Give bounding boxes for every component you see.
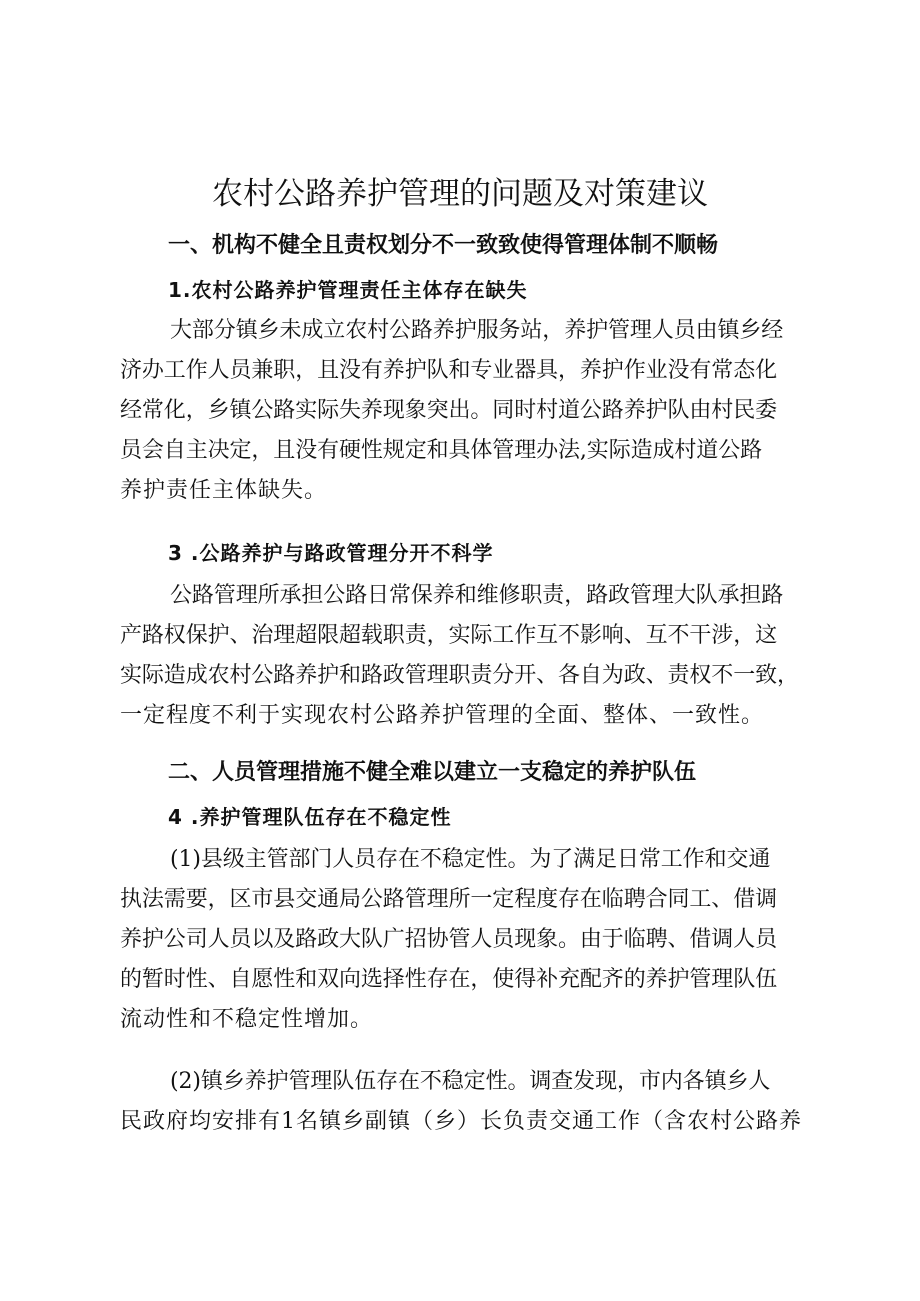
subsection-4-paragraph-1 xyxy=(120,840,820,1040)
subsection-1-paragraph xyxy=(120,311,820,511)
paragraph-line: (1)县级主管部门人员存在不稳定性。为了满足日常工作和交通 xyxy=(170,847,771,872)
subsection-3-paragraph xyxy=(120,576,820,736)
subsection-4-paragraph-2 xyxy=(120,1062,820,1142)
paragraph-line: (2)镇乡养护管理队伍存在不稳定性。调查发现，市内各镇乡人 xyxy=(170,1069,771,1094)
paragraph-line: 公路管理所承担公路日常保养和维修职责，路政管理大队承担路 xyxy=(170,583,784,608)
paragraph-line: 的暂时性、自愿性和双向选择性存在，使得补充配齐的养护管理队伍 xyxy=(120,967,778,992)
paragraph-line: 员会自主决定，且没有硬性规定和具体管理办法,实际造成村道公路 xyxy=(120,438,762,463)
paragraph-line: 养护公司人员以及路政大队广招协管人员现象。由于临聘、借调人员 xyxy=(120,927,778,952)
subsection-4-heading: 4 .养护管理队伍存在不稳定性 xyxy=(168,805,452,829)
paragraph-line: 民政府均安排有1名镇乡副镇（乡）长负责交通工作（含农村公路养 xyxy=(120,1109,802,1134)
subsection-3-heading: 3 .公路养护与路政管理分开不科学 xyxy=(168,541,494,565)
paragraph-line: 实际造成农村公路养护和路政管理职责分开、各自为政、责权不一致， xyxy=(120,663,799,688)
paragraph-line: 产路权保护、治理超限超载职责，实际工作互不影响、互不干涉，这 xyxy=(120,623,778,648)
paragraph-line: 流动性和不稳定性增加。 xyxy=(120,1007,374,1032)
paragraph-line: 一定程度不利于实现农村公路养护管理的全面、整体、一致性。 xyxy=(120,703,765,728)
paragraph-line: 养护责任主体缺失。 xyxy=(120,478,328,503)
section-1-heading: 一、机构不健全且责权划分不一致致使得管理体制不顺畅 xyxy=(168,233,719,258)
section-2-heading: 二、人员管理措施不健全难以建立一支稳定的养护队伍 xyxy=(168,760,697,785)
paragraph-line: 大部分镇乡未成立农村公路养护服务站，养护管理人员由镇乡经 xyxy=(170,318,784,343)
paragraph-line: 经常化，乡镇公路实际失养现象突出。同时村道公路养护队由村民委 xyxy=(120,398,778,423)
document-title: 农村公路养护管理的问题及对策建议 xyxy=(212,176,708,212)
subsection-1-heading: 1.农村公路养护管理责任主体存在缺失 xyxy=(168,278,528,302)
paragraph-line: 执法需要，区市县交通局公路管理所一定程度存在临聘合同工、借调 xyxy=(120,887,778,912)
paragraph-line: 济办工作人员兼职，且没有养护队和专业器具，养护作业没有常态化 xyxy=(120,358,778,383)
